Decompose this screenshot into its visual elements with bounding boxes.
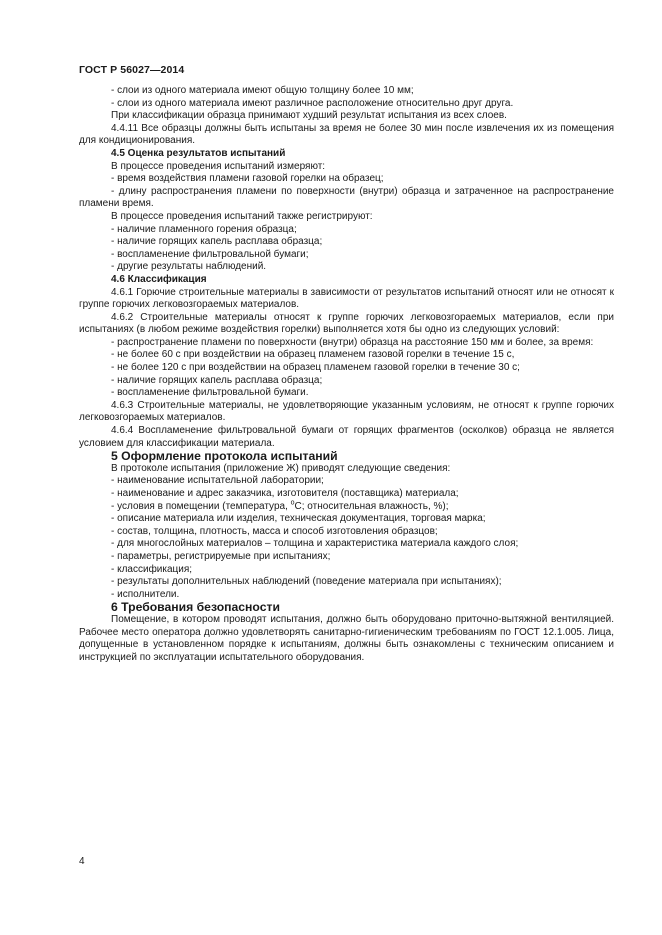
paragraph: 4.6.3 Строительные материалы, не удовлетворяющие указанным условиям, не относят к группе горючих легковозгораемых материалов. (79, 399, 614, 424)
list-item: - параметры, регистрируемые при испытаниях; (111, 550, 331, 562)
paragraph: В протоколе испытания (приложение Ж) приводят следующие сведения: (111, 462, 451, 474)
text-run: С; относительная влажность, %); (294, 500, 449, 512)
page-number: 4 (79, 856, 85, 867)
section-heading-4-5: 4.5 Оценка результатов испытаний (111, 147, 286, 159)
paragraph: - слои из одного материала имеют различное расположение относительно друг друга. (111, 97, 514, 109)
paragraph: - не более 60 с при воздействии на образец пламенем газовой горелки в течение 15 с, (111, 349, 515, 361)
degree-superscript: о (290, 499, 295, 507)
paragraph: - другие результаты наблюдений. (111, 261, 267, 273)
paragraph: - воспламенение фильтровальной бумаги; (111, 248, 309, 260)
section-heading-4-6: 4.6 Классификация (111, 273, 207, 285)
paragraph: - слои из одного материала имеют общую толщину более 10 мм; (111, 85, 414, 96)
list-item: - наименование испытательной лаборатории; (111, 475, 324, 487)
paragraph: - наличие горящих капель расплава образца; (111, 374, 323, 386)
paragraph: 4.4.11 Все образцы должны быть испытаны за время не более 30 мин после извлечения их из помещения для кондиционирования. (79, 122, 614, 147)
page-header: ГОСТ Р 56027—2014 (79, 64, 185, 76)
paragraph: Помещение, в котором проводят испытания, должно быть оборудовано приточно-вытяжной вентиляцией. Рабочее место оператора должно удовлетворять санитарно-гигиеническим требованиям по ГОСТ 12.1.005. Лица, допущенные в установленном порядке к испытаниям, должны быть ознакомлены с техническим описанием и инструкцией по эксплуатации испытательного оборудования. (79, 613, 614, 663)
paragraph: 4.6.2 Строительные материалы относят к группе горючих легковозгораемых материалов, если при испытаниях (в любом режиме воздействия горелки) выполняется хотя бы одно из следующих условий: (79, 311, 614, 336)
paragraph: - длину распространения пламени по поверхности (внутри) образца и затраченное на распространение пламени время. (79, 185, 614, 210)
paragraph: - время воздействия пламени газовой горелки на образец; (111, 173, 384, 185)
paragraph: 4.6.1 Горючие строительные материалы в зависимости от результатов испытаний относят или не относят к группе горючих легковозгораемых материалов. (79, 286, 614, 311)
paragraph: - распространение пламени по поверхности (внутри) образца на расстояние 150 мм и более, за время: (111, 336, 594, 348)
section-heading-5: 5 Оформление протокола испытаний (111, 449, 338, 464)
paragraph: 4.6.4 Воспламенение фильтровальной бумаги от горящих фрагментов (осколков) образца не является условием для классификации материала. (79, 425, 614, 449)
list-item: - описание материала или изделия, техническая документация, торговая марка; (111, 513, 486, 525)
paragraph: - наличие пламенного горения образца; (111, 223, 297, 235)
list-item (79, 501, 614, 514)
text-run: - условия в помещении (температура, (111, 500, 291, 512)
paragraph: - наличие горящих капель расплава образца; (111, 236, 323, 248)
list-item: - для многослойных материалов – толщина и характеристика материала каждого слоя; (111, 538, 519, 550)
page-content (79, 85, 614, 664)
list-item: - классификация; (111, 563, 193, 575)
list-item: - наименование и адрес заказчика, изготовителя (поставщика) материала; (111, 488, 459, 499)
list-item: - исполнители. (111, 588, 180, 600)
paragraph: При классификации образца принимают худший результат испытания из всех слоев. (111, 110, 507, 122)
list-item: - состав, толщина, плотность, масса и способ изготовления образцов; (111, 525, 438, 537)
paragraph: - воспламенение фильтровальной бумаги. (111, 387, 309, 399)
paragraph: В процессе проведения испытаний измеряют: (111, 160, 326, 172)
list-item: - результаты дополнительных наблюдений (поведение материала при испытаниях); (111, 576, 502, 588)
paragraph: - не более 120 с при воздействии на образец пламенем газовой горелки в течение 30 с; (111, 362, 520, 374)
section-heading-6: 6 Требования безопасности (111, 600, 280, 615)
paragraph: В процессе проведения испытаний также регистрируют: (111, 210, 373, 222)
